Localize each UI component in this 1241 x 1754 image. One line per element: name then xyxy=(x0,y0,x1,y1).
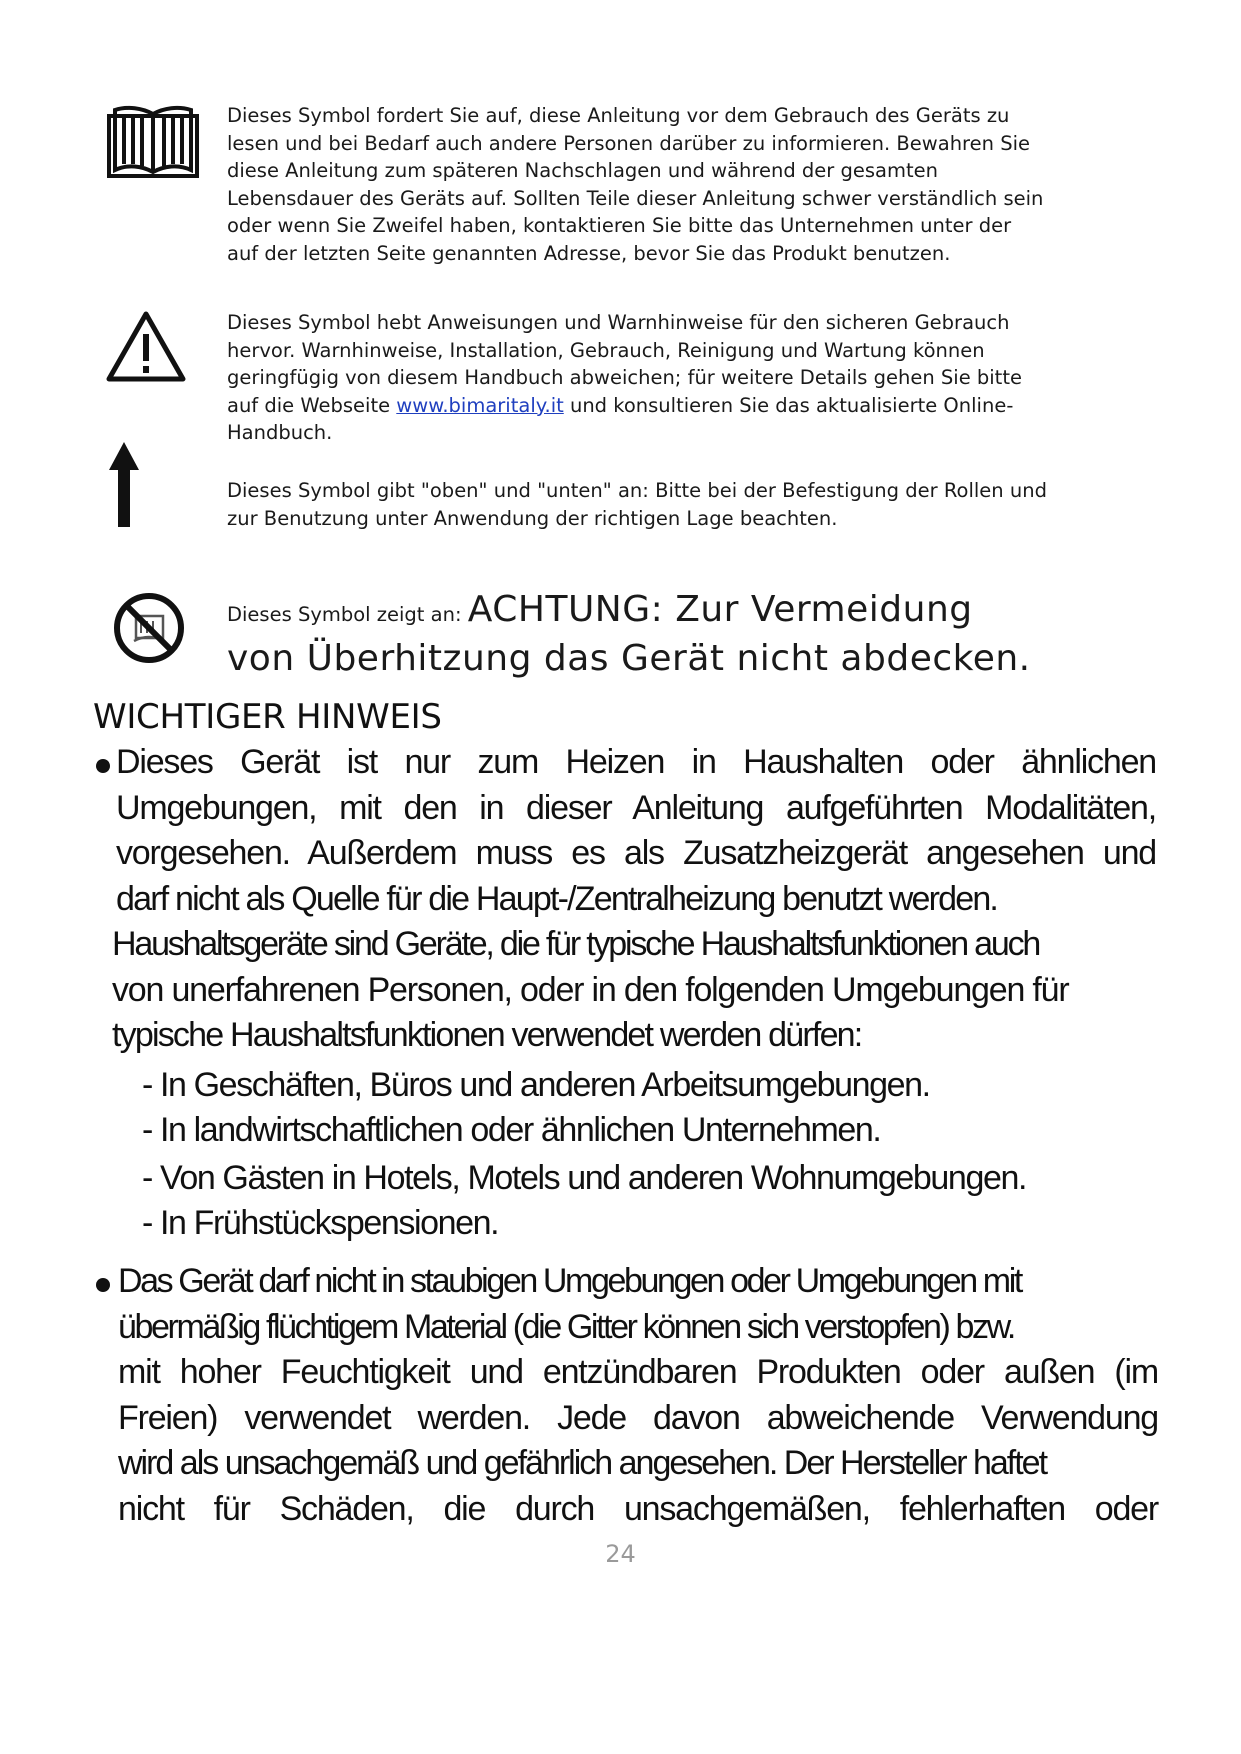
bullet2-line: mit hoher Feuchtigkeit und entzündbaren Produkten oder außen (im xyxy=(118,1353,1158,1391)
notice-heading: WICHTIGER HINWEIS xyxy=(93,697,442,737)
achtung-line1: ACHTUNG: Zur Vermeidung xyxy=(467,589,973,630)
bullet2-line: Das Gerät darf nicht in staubigen Umgebungen oder Umgebungen mit xyxy=(118,1262,1021,1300)
bullet2-line: übermäßig flüchtigem Material (die Gitter können sich verstopfen) bzw. xyxy=(118,1307,1014,1346)
bullet1-line: vorgesehen. Außerdem muss es als Zusatzheizgerät angesehen und xyxy=(116,834,1156,872)
bullet-marker-2 xyxy=(96,1278,110,1292)
bullet-paragraph-2 xyxy=(118,1259,1158,1532)
do-not-cover-text xyxy=(227,588,1087,681)
list-item: - Von Gästen in Hotels, Motels und anderen Wohnumgebungen. xyxy=(142,1159,1027,1197)
warning-triangle-icon xyxy=(105,309,187,388)
bullet2-line: wird als unsachgemäß und gefährlich angesehen. Der Hersteller haftet xyxy=(118,1444,1047,1482)
warning-text-before: Dieses Symbol hebt Anweisungen und Warnhinweise für den sicheren Gebrauch hervor. Warnhinweise, Installation, Gebrauch, Reinigung und Wartung können geringfügig von diesem Handbuch abweichen; für weitere Details gehen Sie bitte auf die Webseite xyxy=(227,311,1022,417)
bullet1-line: Haushaltsgeräte sind Geräte, die für typische Haushaltsfunktionen auch xyxy=(112,925,1040,963)
do-not-cover-line1 xyxy=(227,588,1087,637)
bullet1-line: typische Haushaltsfunktionen verwendet werden dürfen: xyxy=(112,1016,862,1054)
bullet-paragraph-1 xyxy=(112,740,1156,1059)
orientation-text: Dieses Symbol gibt "oben" und "unten" an: Bitte bei der Befestigung der Rollen und zur Benutzung unter Anwendung der richtigen Lage beachten. xyxy=(227,479,1047,530)
bullet2-line: Freien) verwendet werden. Jede davon abweichende Verwendung xyxy=(118,1398,1158,1437)
do-not-cover-icon xyxy=(112,591,186,670)
bullet1-line: darf nicht als Quelle für die Haupt-/Zentralheizung benutzt werden. xyxy=(116,879,998,918)
bullet1-line: von unerfahrenen Personen, oder in den folgenden Umgebungen für xyxy=(112,970,1069,1009)
bullet2-line: nicht für Schäden, die durch unsachgemäßen, fehlerhaften oder xyxy=(118,1489,1158,1528)
warning-text-after: und konsultieren Sie das aktualisierte Online-Handbuch. xyxy=(227,393,1014,444)
list-item: - In Frühstückspensionen. xyxy=(142,1204,499,1242)
list-item: - In Geschäften, Büros und anderen Arbeitsumgebungen. xyxy=(142,1066,930,1104)
bullet1-line: Dieses Gerät ist nur zum Heizen in Haushalten oder ähnlichen xyxy=(116,743,1156,781)
bullet-marker-1 xyxy=(96,759,110,773)
page-number: 24 xyxy=(605,1540,636,1568)
list-item: - In landwirtschaftlichen oder ähnlichen Unternehmen. xyxy=(142,1111,881,1149)
up-arrow-icon xyxy=(109,442,139,532)
achtung-line2: von Überhitzung das Gerät nicht abdecken. xyxy=(227,638,1031,679)
warning-text xyxy=(227,309,1047,447)
open-book-icon xyxy=(106,104,200,185)
do-not-cover-prefix: Dieses Symbol zeigt an: xyxy=(227,603,462,626)
usage-environments-list xyxy=(142,1063,1142,1246)
bullet1-line: Umgebungen, mit den in dieser Anleitung aufgeführten Modalitäten, xyxy=(116,788,1156,827)
read-manual-text: Dieses Symbol fordert Sie auf, diese Anleitung vor dem Gebrauch des Geräts zu lesen und bei Bedarf auch andere Personen darüber zu informieren. Bewahren Sie diese Anleitung zum späteren Nachschlagen und während der gesamten Lebensdauer des Geräts auf. Sollten Teile dieser Anleitung schwer verständlich sein oder wenn Sie Zweifel haben, kontaktieren Sie bitte das Unternehmen unter der auf der letzten Seite genannten Adresse, bevor Sie das Produkt benutzen. xyxy=(227,104,1044,265)
website-link[interactable]: www.bimaritaly.it xyxy=(396,393,564,417)
